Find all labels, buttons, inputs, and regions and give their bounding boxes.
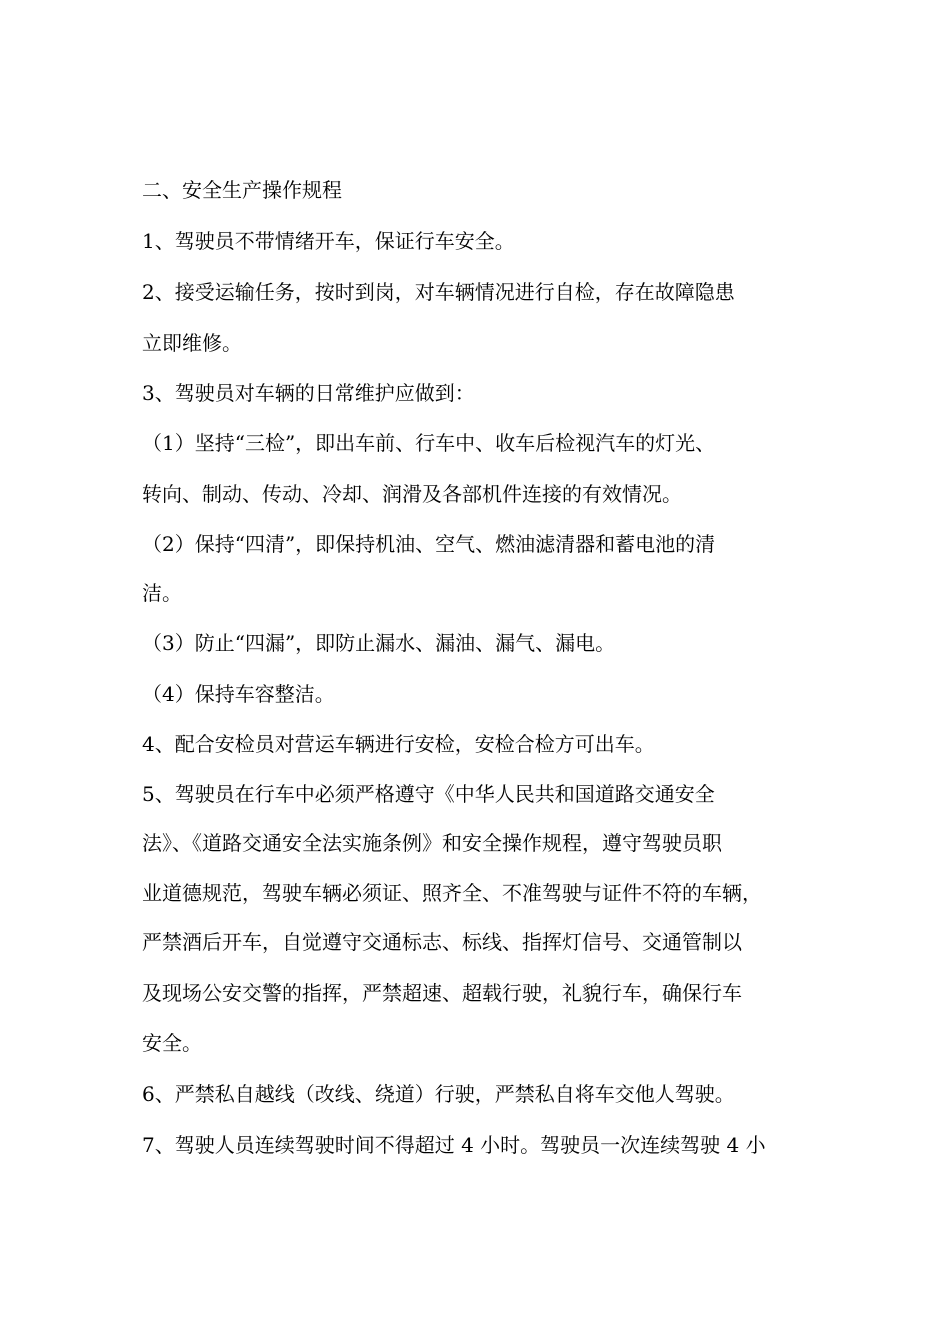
paragraph-line: 3、驾驶员对车辆的日常维护应做到： [142, 381, 475, 405]
paragraph-line: 2、接受运输任务，按时到岗，对车辆情况进行自检，存在故障隐患 [142, 280, 735, 304]
paragraph-line: 洁。 [142, 581, 182, 605]
paragraph-line: （3）防止“四漏”，即防止漏水、漏油、漏气、漏电。 [142, 631, 616, 655]
paragraph-line: 业道德规范，驾驶车辆必须证、照齐全、不准驾驶与证件不符的车辆， [142, 881, 762, 905]
paragraph-line: （1）坚持“三检”，即出车前、行车中、收车后检视汽车的灯光、 [142, 431, 716, 455]
paragraph-line: 转向、制动、传动、冷却、润滑及各部机件连接的有效情况。 [142, 482, 682, 506]
paragraph-line: 6、严禁私自越线（改线、绕道）行驶，严禁私自将车交他人驾驶。 [142, 1082, 735, 1106]
paragraph-line: 4、配合安检员对营运车辆进行安检，安检合检方可出车。 [142, 732, 655, 756]
paragraph-line: （2）保持“四清”，即保持机油、空气、燃油滤清器和蓄电池的清 [142, 532, 716, 556]
paragraph-line: 5、驾驶员在行车中必须严格遵守《中华人民共和国道路交通安全 [142, 782, 715, 806]
paragraph-line: 7、驾驶人员连续驾驶时间不得超过 4 小时。驾驶员一次连续驾驶 4 小 [142, 1133, 766, 1157]
section-heading: 二、安全生产操作规程 [142, 178, 342, 202]
paragraph-line: 法》、《道路交通安全法实施条例》和安全操作规程，遵守驾驶员职 [142, 831, 722, 855]
paragraph-line: 1、驾驶员不带情绪开车，保证行车安全。 [142, 229, 515, 253]
paragraph-line: 严禁酒后开车，自觉遵守交通标志、标线、指挥灯信号、交通管制以 [142, 930, 742, 954]
paragraph-line: 立即维修。 [142, 331, 242, 355]
paragraph-line: （4）保持车容整洁。 [142, 682, 335, 706]
paragraph-line: 及现场公安交警的指挥，严禁超速、超载行驶，礼貌行车，确保行车 [142, 981, 742, 1005]
paragraph-line: 安全。 [142, 1031, 202, 1055]
